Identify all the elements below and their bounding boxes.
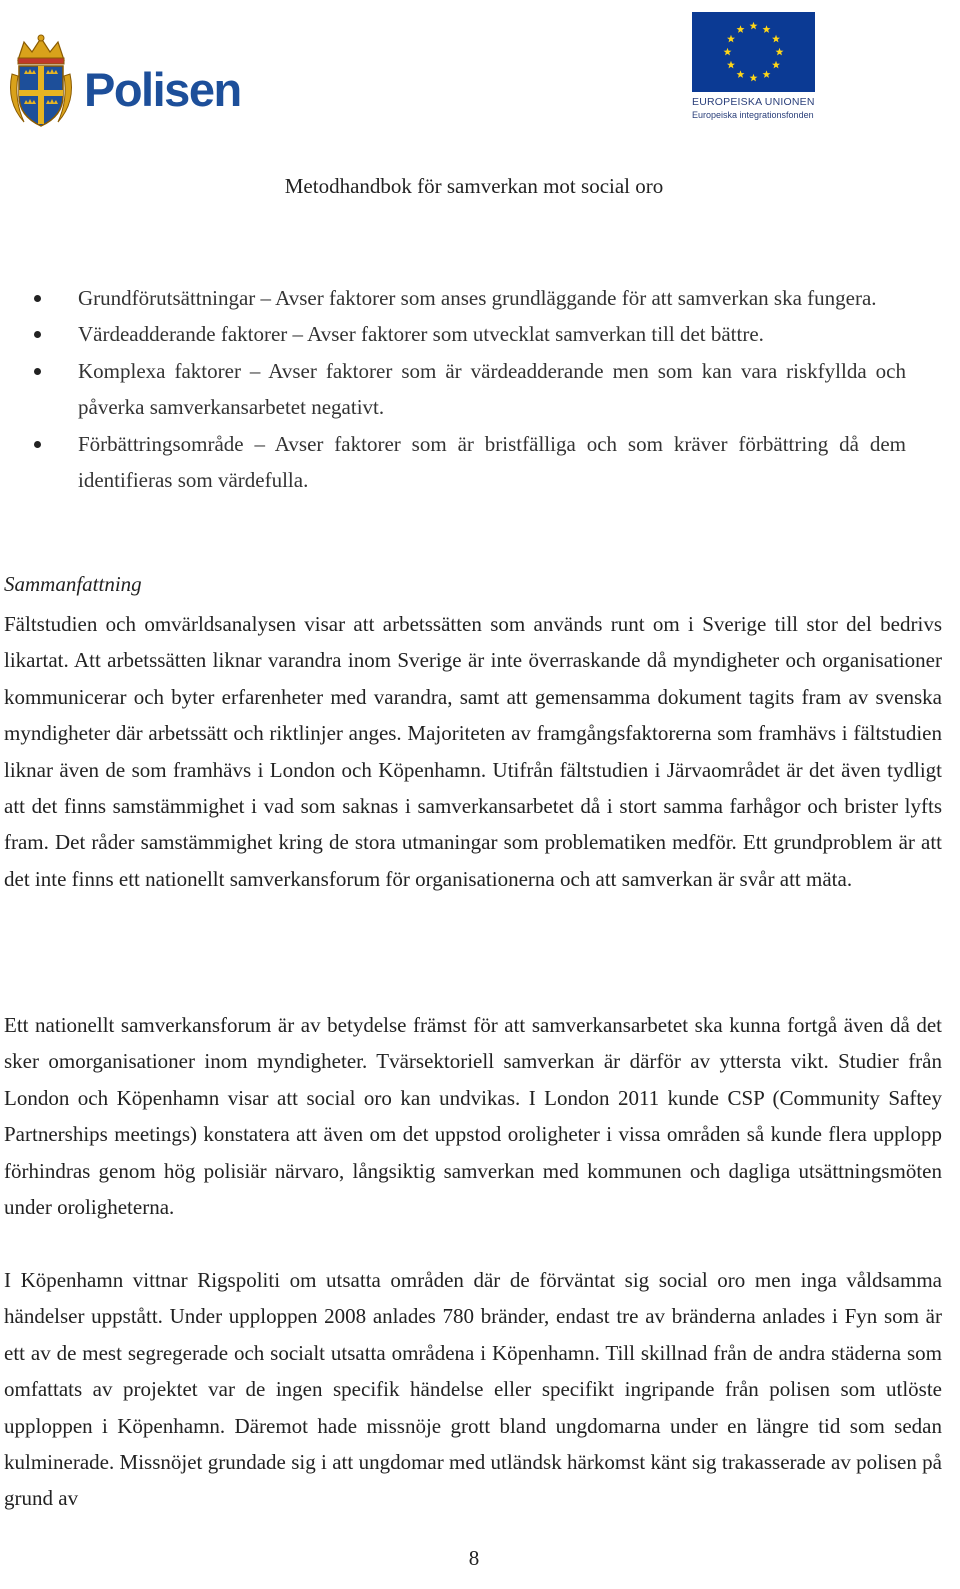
page-header	[0, 0, 960, 160]
factor-list	[78, 280, 906, 498]
section-heading: Sammanfattning	[4, 572, 142, 596]
eu-flag-icon	[692, 12, 815, 92]
list-item: Förbättringsområde – Avser faktorer som är bristfälliga och som kräver förbättring då dem identifieras som värdefulla.	[78, 426, 906, 499]
paragraph: Ett nationellt samverkansforum är av betydelse främst för att samverkansarbetet ska kunna fortgå även då det sker omorganisationer inom myndigheter. Tvärsektoriell samverkan är därför av yttersta vikt. Studier från London och Köpenhamn visar att social oro kan undvikas. I London 2011 kunde CSP (Community Saftey Partnerships meetings) konstatera att även om det uppstod oroligheter i vissa områden så kunde flera upplopp förhindras genom hög polisiär närvaro, långsiktig samverkan med kommunen och dagliga utsättningsmöten under oroligheterna.	[4, 1013, 942, 1220]
page-number: 8	[468, 1546, 480, 1570]
polisen-wordmark: Polisen	[84, 63, 241, 116]
polisen-logo	[4, 34, 264, 130]
paragraph: Fältstudien och omvärldsanalysen visar att arbetssätten som används runt om i Sverige till stor del bedrivs likartat. Att arbetssätten liknar varandra inom Sverige är inte överraskande då myndigheter och organisationer kommunicerar och byter erfarenheter med varandra, samt att gemensamma dokument tagits fram av svenska myndigheter där arbetssätt och riktlinjer anges. Majoriteten av framgångsfaktorerna som framhävs i fältstudien liknar även de som framhävs i London och Köpenhamn. Utifrån fältstudien i Järvaområdet är det även tydligt att det finns samstämmighet i vad som saknas i samverkansarbetet då i stort samma farhågor och brister lyfts fram. Det råder samstämmighet kring de stora utmaningar som problematiken medför. Ett grundproblem är att det inte finns ett nationellt samverkansforum för organisationerna och att samverkan är svår att mäta.	[4, 612, 942, 891]
list-item: Grundförutsättningar – Avser faktorer som anses grundläggande för att samverkan ska fungera.	[78, 280, 906, 316]
list-item: Värdeadderande faktorer – Avser faktorer som utvecklat samverkan till det bättre.	[78, 316, 906, 352]
eu-name: EUROPEISKA UNIONEN	[692, 96, 815, 108]
eu-fund-name: Europeiska integrationsfonden	[692, 110, 814, 120]
paragraph: I Köpenhamn vittnar Rigspoliti om utsatta områden där de förväntat sig social oro men inga våldsamma händelser uppstått. Under upploppen 2008 anlades 780 bränder, endast tre av bränderna anlades i Fyn som är ett av de mest segregerade och socialt utsatta områdena i Köpenhamn. Till skillnad från de andra städerna som omfattats av projektet var de ingen specifik händelse eller specifikt ingripande från polisen som utlöste upploppen i Köpenhamn. Däremot hade missnöje grott bland ungdomarna under en längre tid som sedan kulminerade. Missnöjet grundade sig i att ungdomar med utländsk härkomst känt sig trakasserade av polisen på grund av	[4, 1268, 942, 1511]
eu-logo	[692, 12, 832, 132]
list-item: Komplexa faktorer – Avser faktorer som är värdeadderande men som kan vara riskfyllda och påverka samverkansarbetet negativt.	[78, 353, 906, 426]
document-title: Metodhandbok för samverkan mot social oro	[284, 174, 664, 198]
police-crest-icon	[4, 34, 78, 130]
